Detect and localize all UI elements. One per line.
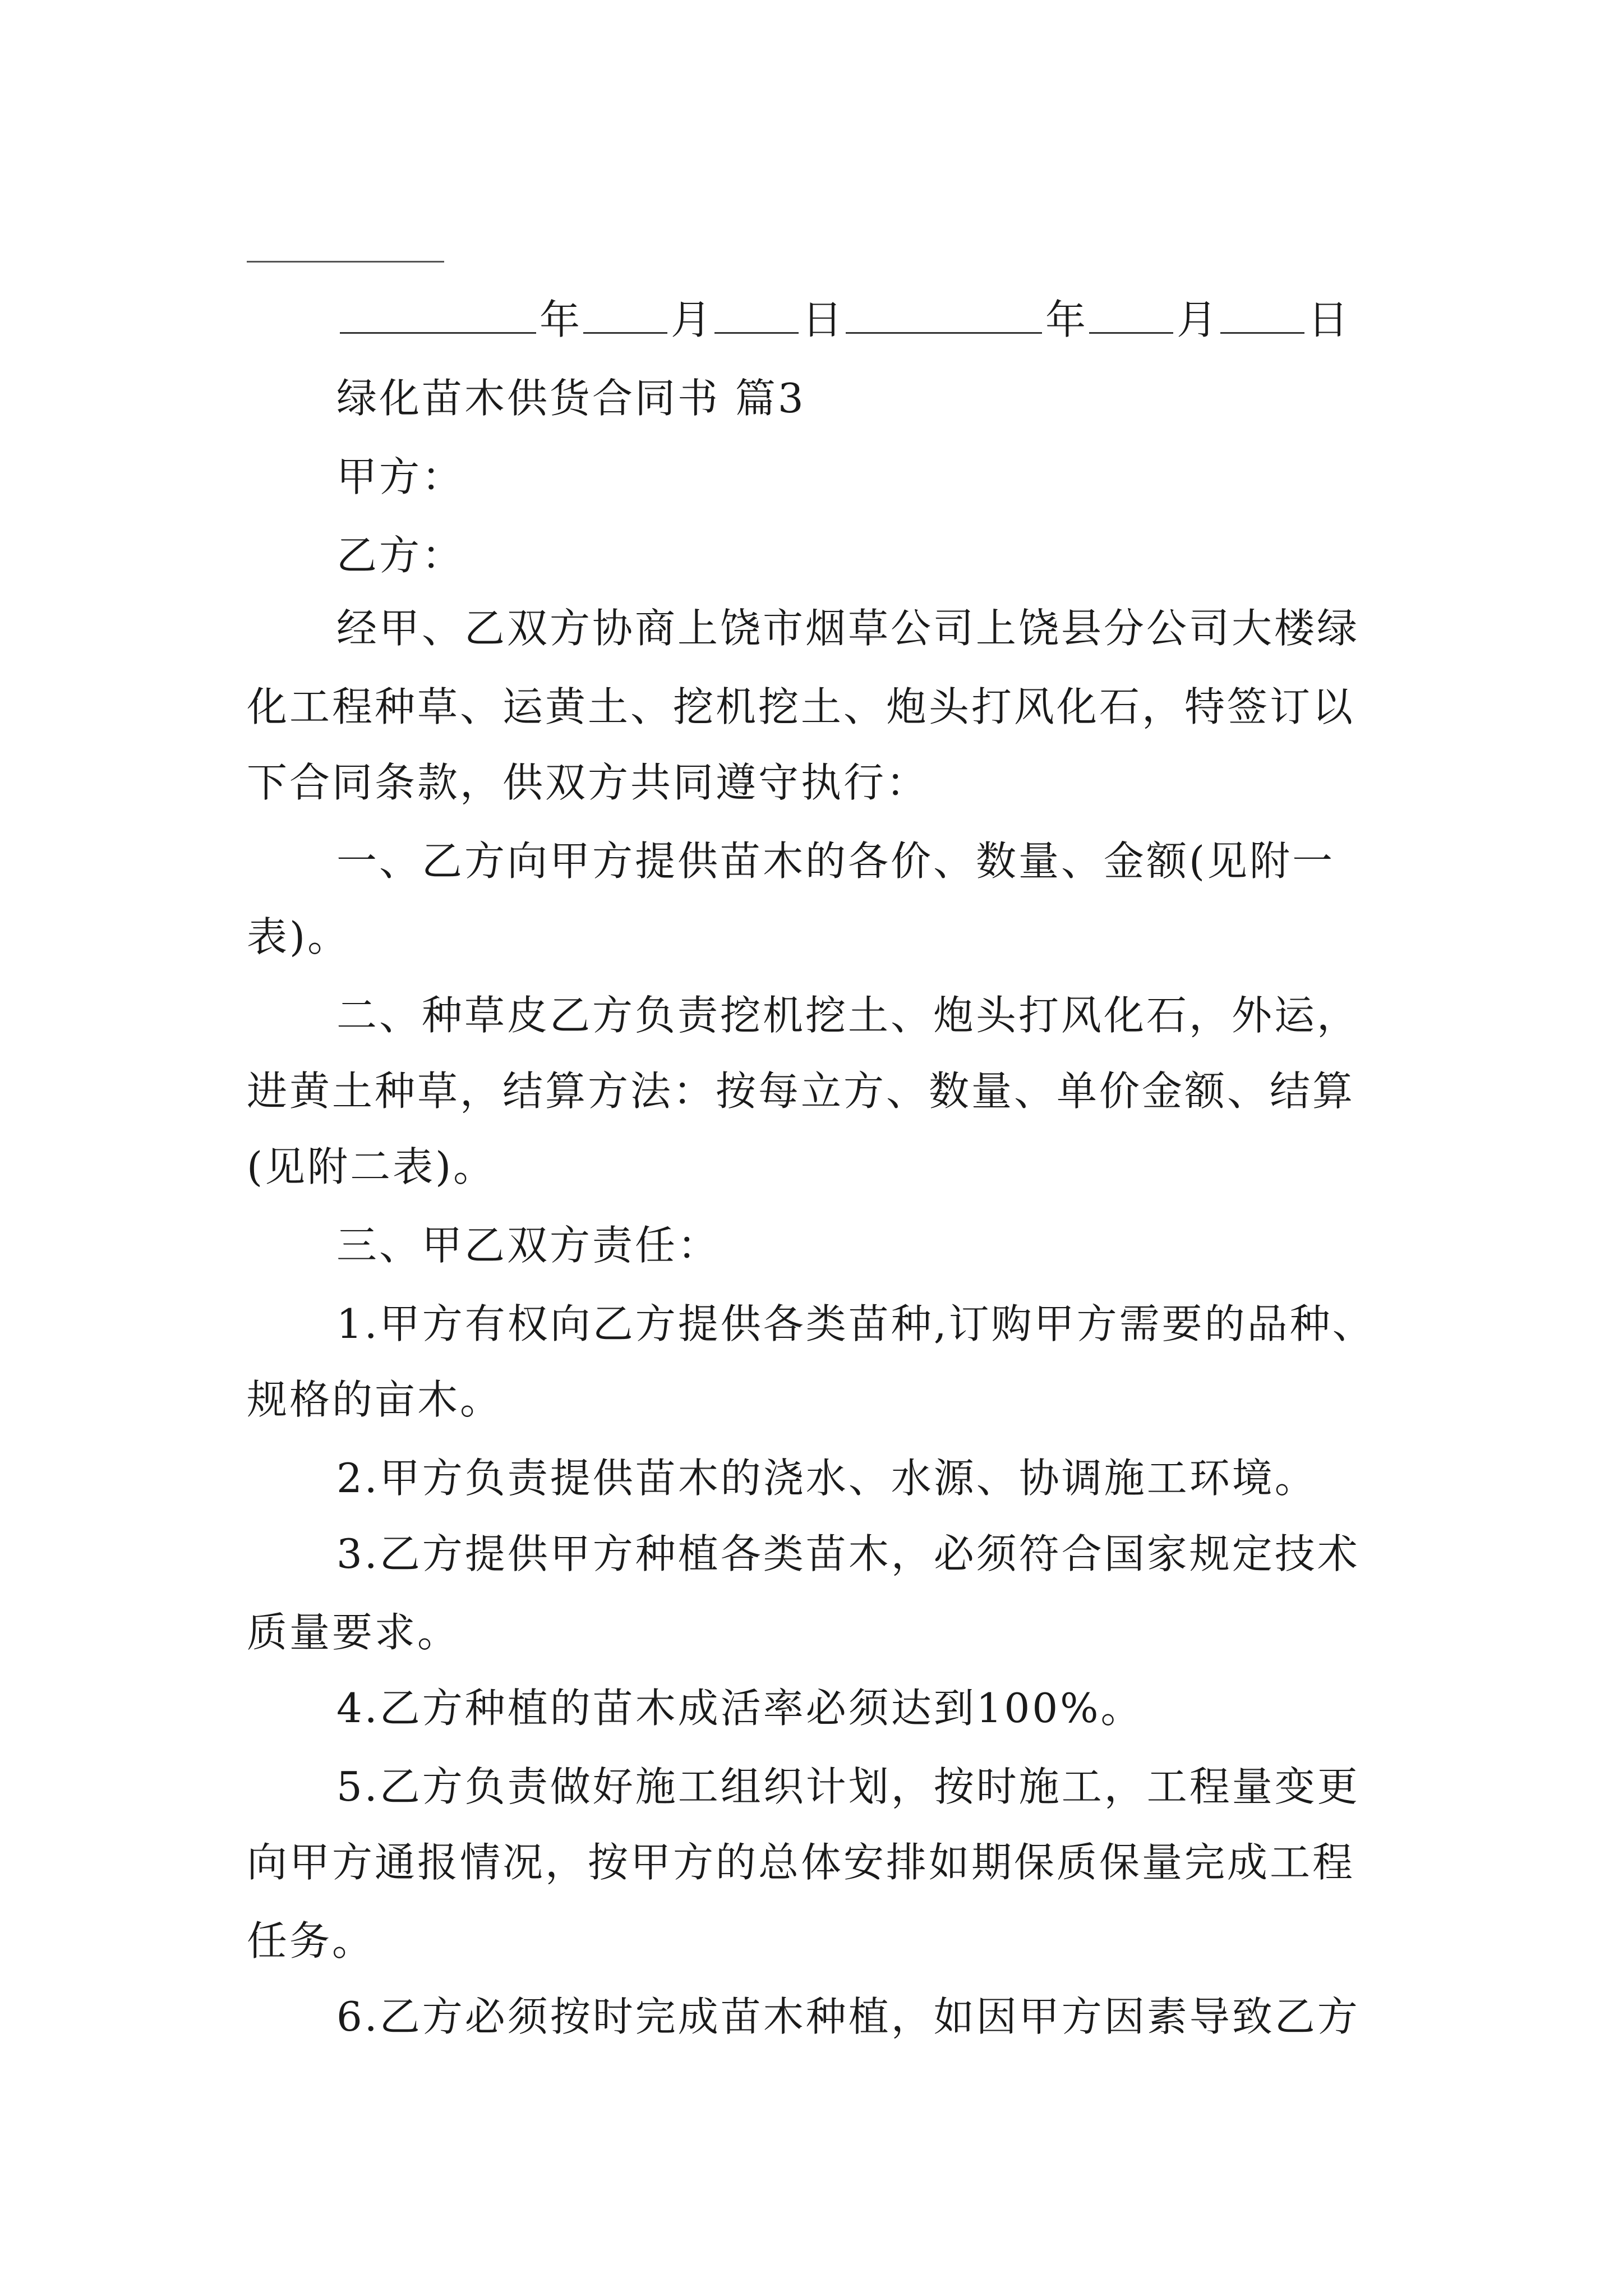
- item-4: 4.乙方种植的苗木成活率必须达到100%。: [336, 1685, 1144, 1732]
- clause-1: 一、乙方向甲方提供苗木的各价、数量、金额(见附一: [336, 838, 1335, 885]
- item-1-cont: 规格的亩木。: [247, 1376, 503, 1423]
- item-3-cont: 质量要求。: [247, 1609, 460, 1656]
- document-title: 绿化苗木供货合同书 篇3: [336, 375, 806, 422]
- clause-1-cont: 表)。: [247, 913, 351, 960]
- month-label-2: 月: [1177, 296, 1218, 343]
- month-label-1: 月: [671, 296, 712, 343]
- item-1: 1.甲方有权向乙方提供各类苗种,订购甲方需要的品种、: [336, 1300, 1375, 1347]
- year-label-1: 年: [540, 296, 580, 343]
- date-line: [336, 295, 1348, 345]
- paragraph-line: 经甲、乙双方协商上饶市烟草公司上饶县分公司大楼绿: [336, 605, 1360, 652]
- day-blank-1: [714, 297, 799, 334]
- item-3: 3.乙方提供甲方种植各类苗木，必须符合国家规定技术: [336, 1530, 1360, 1577]
- month-blank-2: [1089, 297, 1173, 334]
- item-2: 2.甲方负责提供苗木的浇水、水源、协调施工环境。: [336, 1455, 1317, 1502]
- paragraph-line: 化工程种草、运黄土、挖机挖土、炮头打风化石，特签订以: [247, 683, 1355, 730]
- party-b-label: 乙方：: [336, 532, 465, 579]
- item-5-cont: 向甲方通报情况，按甲方的总体安排如期保质保量完成工程: [247, 1839, 1355, 1886]
- clause-3-heading: 三、甲乙双方责任：: [336, 1222, 721, 1269]
- item-5: 5.乙方负责做好施工组织计划，按时施工，工程量变更: [336, 1763, 1360, 1810]
- year-label-2: 年: [1045, 296, 1086, 343]
- party-a-label: 甲方：: [336, 453, 465, 500]
- item-5-cont: 任务。: [247, 1917, 375, 1964]
- month-blank-1: [583, 297, 667, 334]
- day-label-2: 日: [1308, 296, 1349, 343]
- paragraph-line: 下合同条款，供双方共同遵守执行：: [247, 759, 929, 806]
- day-label-1: 日: [802, 296, 843, 343]
- day-blank-2: [1220, 297, 1304, 334]
- item-6: 6.乙方必须按时完成苗木种植，如因甲方因素导致乙方: [336, 1993, 1360, 2040]
- top-divider: [247, 261, 444, 263]
- clause-2: 二、种草皮乙方负责挖机挖土、炮头打风化石，外运，: [336, 992, 1360, 1039]
- year-blank-2: [846, 297, 1042, 334]
- clause-2-cont: 进黄土种草，结算方法：按每立方、数量、单价金额、结算: [247, 1068, 1355, 1115]
- year-blank-1: [340, 297, 536, 334]
- clause-2-cont: (见附二表)。: [247, 1143, 496, 1190]
